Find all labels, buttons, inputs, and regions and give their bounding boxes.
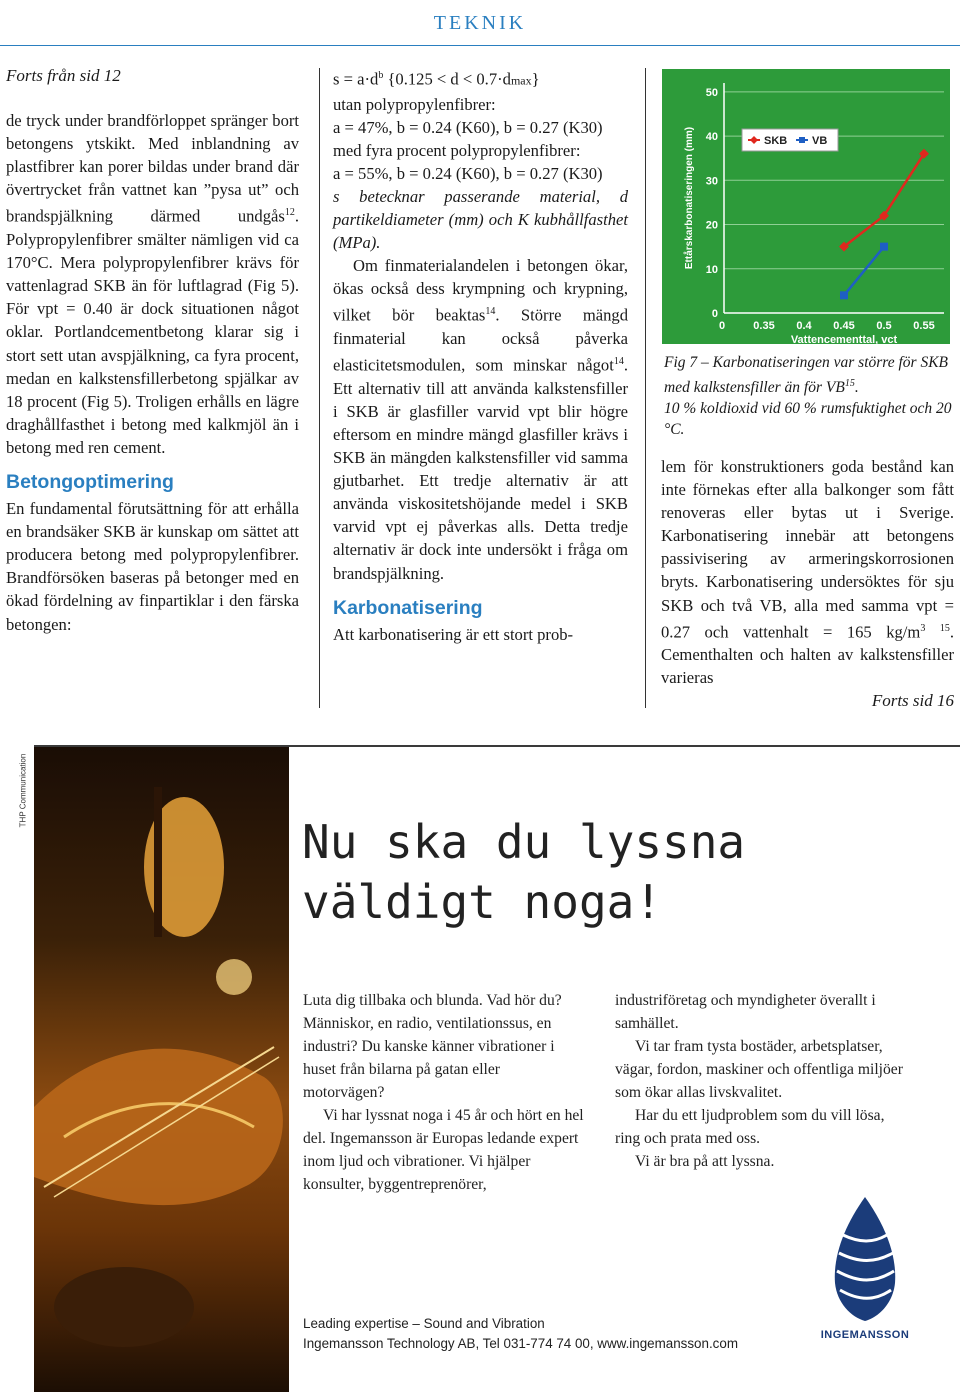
body-paragraph: Att karbonatisering är ett stort prob- [333, 624, 574, 644]
ad-text-right [615, 989, 905, 1173]
series-line-vb [844, 247, 884, 296]
footnote-ref: 15 [844, 378, 855, 389]
footnote-ref: 14 [485, 306, 496, 318]
y-axis-label: Ettårskarbonatiseringen (mm) [684, 126, 695, 270]
formula-explanation: s betecknar passerande material, d partikeldiameter (mm) och K kubhållfasthet (MPa). [333, 187, 628, 253]
data-point-vb [840, 291, 848, 299]
text-run: s = a·d [333, 69, 379, 89]
text-run: {0.125 < d < 0.7·d [383, 69, 511, 89]
formula-line: a = 55%, b = 0.24 (K60), b = 0.27 (K30) [333, 163, 603, 183]
column-2 [333, 64, 628, 646]
page-header [0, 0, 960, 46]
y-tick-label: 0 [711, 308, 718, 320]
ad-paragraph: Har du ett ljudproblem som du vill lösa, ring och prata med oss. [615, 1107, 885, 1147]
text-run: . Polypropylenfibrer smälter nämligen vid ca 170°C. Mera polypropylenfibrer krävs för vattenlagrad SKB än för luftlagrad (Fig 5). För vpt = 0.40 är dock situationen något oklar. Portlandcementbetong klarar sig i stort sett utan avspjälkning, ca fyra procent, medan en kalkstensfillerbetong spjälkar av 18 procent (Fig 5). Troligen erhålls en lägre draghållfasthet i betong med kalkmjöl än i betong med ren cement. [6, 207, 299, 457]
x-tick-label: 0.35 [753, 320, 775, 332]
violin-illustration [34, 747, 289, 1392]
headline-line: väldigt noga! [302, 875, 663, 929]
text-run: Om finmaterialandelen i betongen ökar, ökas också dess krympning och krypning, vilket bör beaktas [333, 256, 628, 325]
footnote-ref: 12 [284, 207, 295, 219]
section-title: TEKNIK [433, 12, 527, 34]
ad-headline [302, 812, 942, 932]
y-tick-label: 30 [705, 175, 718, 188]
x-axis-label: Vattencementtal, vct [790, 334, 898, 344]
legend-label-skb: SKB [764, 135, 788, 147]
legend-label-vb: VB [812, 135, 828, 147]
text-run: . Större mängd finmaterial kan också påverka elasticitetsmodulen, som minskar något [333, 306, 628, 375]
continued-on: Forts sid 16 [871, 691, 954, 711]
x-tick-label: 0.55 [913, 320, 935, 332]
formula-subscript: max [510, 73, 532, 88]
ad-text-left [303, 989, 585, 1196]
y-tick-label: 10 [705, 263, 718, 276]
y-tick-label: 40 [705, 131, 718, 144]
body-paragraph [333, 254, 628, 584]
text-run: } [531, 69, 540, 89]
ad-paragraph: Vi är bra på att lyssna. [635, 1153, 775, 1170]
x-tick-label: 0 [718, 320, 726, 332]
section-heading: Betongoptimering [6, 471, 174, 494]
ad-paragraph: Vi har lyssnat noga i 45 år och hört en hel del. Ingemansson är Europas ledande expert inom ljud och vibrationer. Vi hjälper konsulter, byggentreprenörer, [303, 1107, 584, 1193]
formula-exponent: b [378, 70, 384, 81]
formula-line: utan polypropylenfibrer: [333, 94, 496, 114]
shell-icon [815, 1195, 915, 1325]
text-run: Fig 7 – Karbonatiseringen var större för SKB med kalkstensfiller än för VB [664, 354, 949, 397]
ad-footer [303, 1314, 738, 1354]
footnote-ref: 15 [939, 622, 950, 634]
ingemansson-logo [815, 1195, 915, 1350]
body-paragraph [6, 109, 299, 459]
text-run: lem för konstruktioners goda bestånd kan inte förnekas efter alla balkonger som fått renoveras eller bytas ut i Sverige. Karbonatisering innebär att betongens passivisering av armeringskorrosionen bryts. Karbonatisering undersöktes för sju SKB och två VB, alla med samma vpt = 0.27 och vattenhalt = 165 kg/m [661, 457, 954, 642]
formula-line [333, 64, 628, 93]
text-run: . [854, 379, 859, 397]
caption-line: 10 % koldioxid vid 60 % rumsfuktighet och 20 °C. [664, 400, 952, 439]
column-3 [661, 455, 954, 713]
text-run: de tryck under brandförloppet spränger bort betongens ytskikt. Med inblandning av plastfibrer kan porer bildas under brand där övertrycket från vattnet kan ”pysa ut” och brandspjälkning därmed undgås [6, 111, 299, 226]
footer-tagline: Leading expertise – Sound and Vibration [303, 1316, 545, 1331]
headline-line: Nu ska du lyssna [302, 815, 746, 869]
credit-text: THP Communication [18, 753, 28, 828]
x-tick-label: 0.5 [876, 320, 892, 332]
continued-from: Forts från sid 12 [6, 66, 121, 85]
ad-paragraph: Vi tar fram tysta bostäder, arbetsplatser, vägar, fordon, maskiner och offentliga miljöer som ökar allas livskvalitet. [615, 1038, 903, 1101]
footer-contact: Ingemansson Technology AB, Tel 031-774 74 00, www.ingemansson.com [303, 1336, 738, 1351]
body-paragraph: En fundamental förutsättning för att erhålla en brandsäker SKB är kunskap om sättet att producera betong med polypropylenfibrer. Brandförsöken baseras på betonger med en ökad fördelning av finpartiklar i den färska betongen: [6, 499, 299, 634]
x-tick-label: 0.4 [796, 320, 812, 332]
superscript: 3 [920, 622, 926, 634]
body-paragraph [661, 455, 954, 689]
y-tick-label: 50 [705, 86, 718, 99]
text-run: . Ett alternativ till att använda kalkstensfiller i SKB är glasfiller varvid vpt blir högre eftersom en mindre mängd glasfiller krävs i SKB än mängden kalkstensfiller vid samma gjutbarhet. Ett tredje alternativ är att använda viskositetshöjande medel i SKB varvid vpt ej påverkas alls. Detta tredje alternativ är dock inte undersökt i fråga om brandspjälkning. [333, 355, 628, 583]
header-rule [0, 45, 960, 46]
ad-credit [12, 753, 28, 828]
formula-line: a = 47%, b = 0.24 (K60), b = 0.27 (K30) [333, 117, 603, 137]
column-rule [319, 68, 320, 708]
figure-caption [664, 352, 954, 440]
text-run: . Cementhalten och halten av kalkstensfiller varieras [661, 622, 954, 688]
legend-marker-vb [799, 137, 805, 143]
formula-line: med fyra procent polypropylenfibrer: [333, 140, 581, 160]
y-tick-label: 20 [705, 219, 718, 232]
column-rule [645, 68, 646, 708]
ad-paragraph: industriföretag och myndigheter överallt i samhället. [615, 992, 876, 1032]
chart-svg [662, 69, 950, 344]
series-line-skb [844, 154, 924, 247]
ad-paragraph: Luta dig tillbaka och blunda. Vad hör du? Människor, en radio, ventilationssus, en industri? Du kanske känner vibrationer i huset från bilarna på gatan eller motorvägen? [303, 992, 562, 1101]
caption-line [664, 352, 954, 398]
carbonation-chart [662, 69, 950, 344]
data-point-vb [880, 243, 888, 251]
ad-photo-violin [34, 747, 289, 1392]
footnote-ref: 14 [613, 356, 624, 368]
x-tick-label: 0.45 [833, 320, 855, 332]
logo-text: INGEMANSSON [820, 1329, 910, 1341]
column-1 [6, 64, 299, 636]
section-heading: Karbonatisering [333, 596, 483, 619]
